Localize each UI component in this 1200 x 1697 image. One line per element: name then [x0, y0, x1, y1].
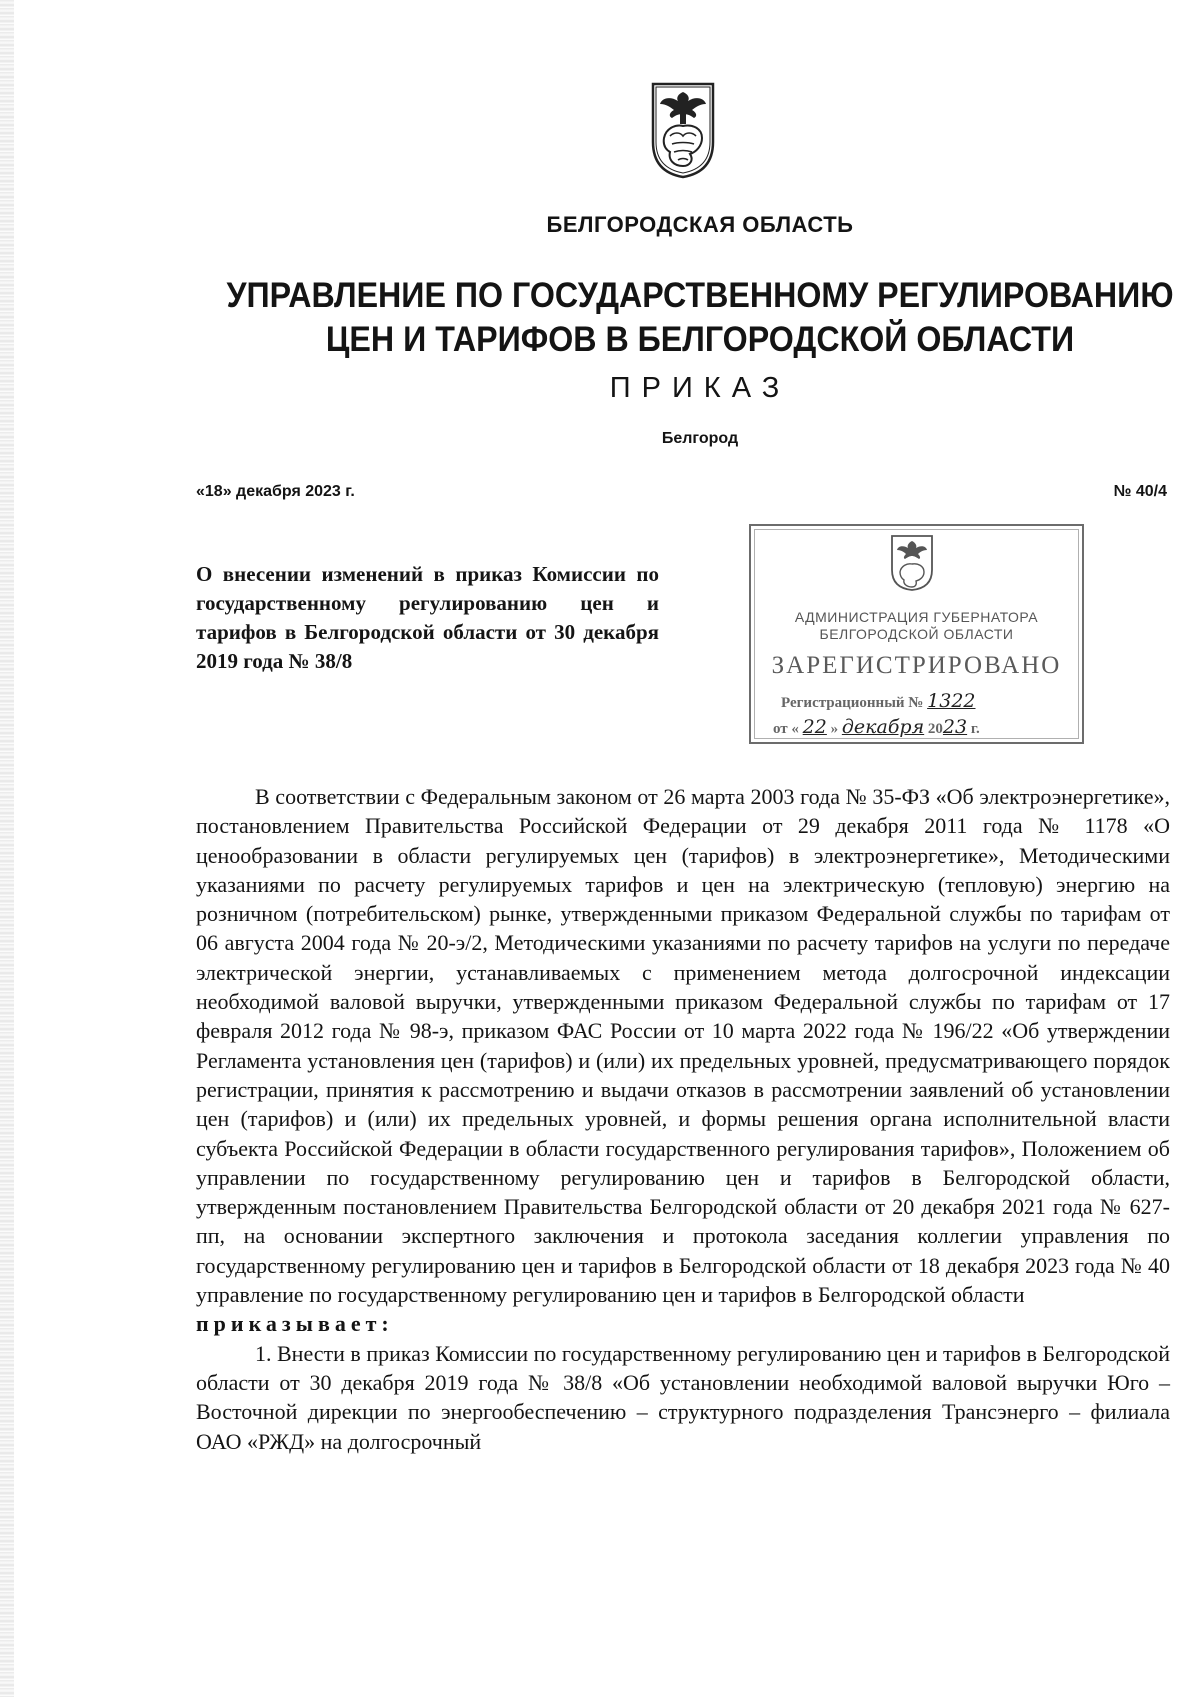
stamp-date-row — [773, 716, 980, 738]
stamp-reg-label: Регистрационный № — [781, 695, 924, 711]
orders-word-text: приказывает: — [196, 1311, 394, 1337]
stamp-admin-line-1: АДМИНИСТРАЦИЯ ГУБЕРНАТОРА — [794, 609, 1039, 625]
agency-name — [56, 274, 1200, 362]
coat-of-arms-icon — [650, 80, 716, 180]
order-subject: О внесении изменений в приказ Комиссии по государственному регулированию цен и тарифов в Белгородской области от 30 декабря 2019 года № 38/8 — [196, 562, 659, 673]
preamble-paragraph: В соответствии с Федеральным законом от 26 марта 2003 года № 35-ФЗ «Об электроэнергетике», постановлением Правительства Российской Федерации от 29 декабря 2011 года № 1178 «О ценообразовании в области регулируемых цен (тарифов) в электроэнергетике», Методическими указаниями по расчету регулируемых тарифов и цен на электрическую (тепловую) энергию на розничном (потребительском) рынке, утвержденными приказом Федеральной службы по тарифам от 06 августа 2004 года № 20-э/2, Методическими указаниями по расчету тарифов на услуги по передаче электрической энергии, устанавливаемых с применением метода долгосрочной индексации необходимой валовой выручки, утвержденными приказом Федеральной службы по тарифам от 17 февраля 2012 года № 98-э, приказом ФАС России от 10 марта 2022 года № 196/22 «Об утверждении Регламента установления цен (тарифов) и (или) их предельных уровней, предусматривающего порядок регистрации, принятия к рассмотрению и выдачи отказов в рассмотрении заявлений об установлении цен (тарифов) и (или) их предельных уровней, и формы решения органа исполнительной власти субъекта Российской Федерации в области государственного регулирования тарифов», Положением об управлении по государственному регулированию цен и тарифов в Белгородской области, утвержденным постановлением Правительства Белгородской области от 20 декабря 2021 года № 627-пп, на основании экспертного заключения и протокола заседания коллегии управления по государственному регулированию цен и тарифов в Белгородской области от 18 декабря 2023 года № 40 управление по государственному регулированию цен и тарифов в Белгородской области — [196, 784, 1170, 1308]
stamp-date-mid: » — [830, 721, 839, 737]
agency-name-line-2: ЦЕН И ТАРИФОВ В БЕЛГОРОДСКОЙ ОБЛАСТИ — [325, 320, 1075, 359]
stamp-date-prefix: от « — [773, 721, 799, 737]
stamp-registered: ЗАРЕГИСТРИРОВАНО — [771, 652, 1062, 679]
orders-word — [196, 1309, 1170, 1338]
stamp-admin-line-2: БЕЛГОРОДСКОЙ ОБЛАСТИ — [819, 626, 1014, 642]
stamp-date-day: 22 — [802, 716, 827, 738]
order-body — [196, 782, 1170, 1456]
scan-edge — [0, 0, 14, 1697]
stamp-date-month: декабря — [841, 716, 925, 738]
document-type: ПРИКАЗ — [609, 372, 791, 404]
stamp-date-year-prefix: 20 — [927, 721, 943, 737]
stamp-date-end: г. — [970, 721, 980, 737]
order-number: № 40/4 — [1113, 483, 1167, 500]
stamp-emblem-icon — [890, 534, 934, 592]
stamp-administration — [751, 609, 1082, 643]
clause-1-paragraph: 1. Внести в приказ Комиссии по государственному регулированию цен и тарифов в Белгородской области от 30 декабря 2019 года № 38/8 «Об установлении необходимой валовой выручки Юго – Восточной дирекции по энергообеспечению – структурного подразделения Трансэнерго – филиала ОАО «РЖД» на долгосрочный — [196, 1340, 1170, 1454]
city: Белгород — [661, 430, 739, 447]
order-date: «18» декабря 2023 г. — [196, 483, 355, 500]
stamp-registration-number-row — [781, 690, 976, 712]
agency-name-line-1: УПРАВЛЕНИЕ ПО ГОСУДАРСТВЕННОМУ РЕГУЛИРОВАНИЮ — [226, 276, 1174, 315]
registration-stamp — [749, 524, 1084, 744]
region-name: БЕЛГОРОДСКАЯ ОБЛАСТЬ — [546, 212, 854, 237]
stamp-reg-number: 1322 — [927, 690, 976, 712]
stamp-date-year-suffix: 23 — [942, 716, 968, 738]
